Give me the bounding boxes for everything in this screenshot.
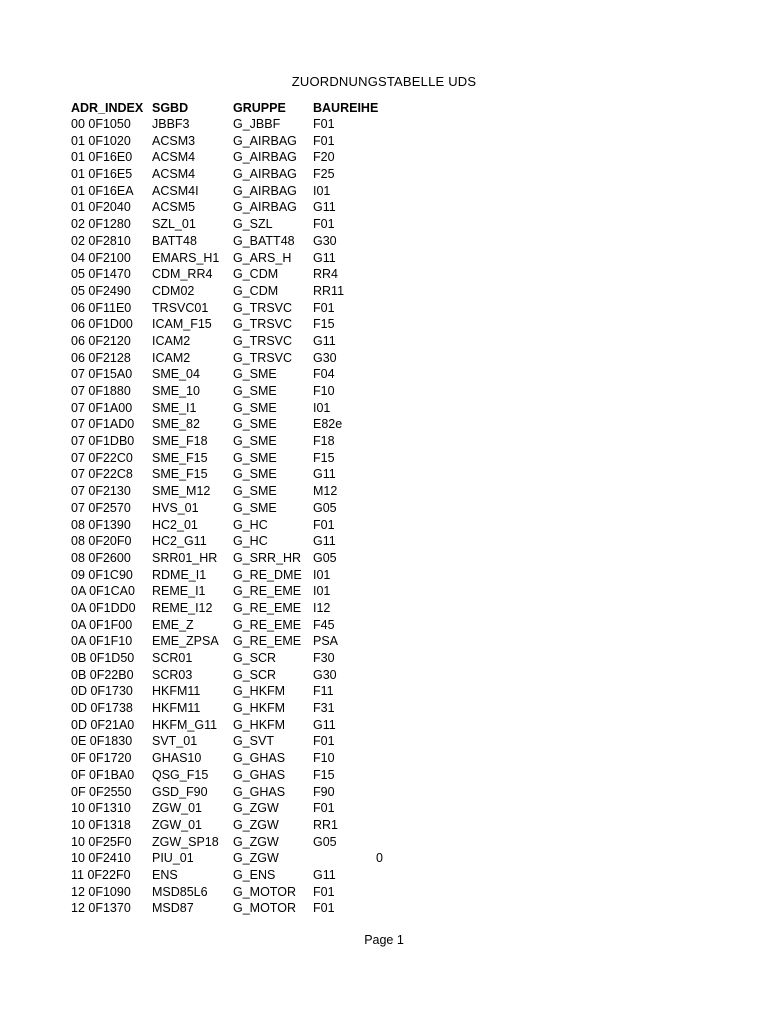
cell-sgbd: SME_F15 (152, 467, 208, 482)
cell-adr-index: 0A 0F1DD0 (71, 600, 136, 615)
cell-adr-index: 09 0F1C90 (71, 567, 133, 582)
cell-gruppe: G_SRR_HR (233, 550, 302, 565)
cell-baureihe: G11 (313, 534, 336, 549)
cell-baureihe: 0 (376, 851, 383, 866)
table-row (71, 750, 383, 767)
cell-adr-index: 06 0F11E0 (71, 300, 132, 315)
cell-adr-index: 05 0F1470 (71, 267, 131, 282)
table-row (71, 617, 383, 634)
cell-sgbd: ACSM3 (152, 133, 196, 148)
table-row (71, 500, 383, 517)
table-row (71, 583, 383, 600)
cell-sgbd: SME_82 (152, 417, 200, 432)
table-row (71, 633, 383, 650)
cell-baureihe: G30 (313, 350, 337, 365)
cell-sgbd: SME_F15 (152, 450, 208, 465)
table-row (71, 116, 383, 133)
cell-gruppe: G_SCR (233, 651, 277, 665)
cell-baureihe: F20 (313, 150, 335, 165)
cell-gruppe: G_RE_EME (233, 617, 302, 632)
cell-baureihe: F90 (313, 784, 335, 799)
cell-gruppe: G_SME (233, 417, 277, 432)
cell-gruppe: G_ENS (233, 867, 276, 882)
cell-baureihe: F15 (313, 317, 335, 332)
cell-gruppe: G_TRSVC (233, 350, 293, 365)
cell-baureihe: G11 (313, 867, 336, 882)
cell-adr-index: 01 0F16EA (71, 183, 134, 198)
cell-gruppe: G_TRSVC (233, 333, 293, 348)
cell-sgbd: SME_M12 (152, 484, 211, 499)
cell-baureihe: G05 (313, 550, 337, 565)
table-body (71, 116, 383, 917)
cell-baureihe: G05 (313, 834, 337, 849)
cell-adr-index: 0F 0F2550 (71, 784, 132, 799)
table-row (71, 600, 383, 617)
cell-adr-index: 0A 0F1F10 (71, 634, 133, 649)
cell-gruppe: G_SZL (233, 217, 273, 232)
table-row (71, 400, 383, 417)
column-header-sgbd: SGBD (152, 100, 189, 115)
cell-adr-index: 07 0F1AD0 (71, 417, 135, 432)
table-row (71, 533, 383, 550)
table-row (71, 733, 383, 750)
cell-baureihe: F11 (313, 684, 334, 699)
cell-adr-index: 0E 0F1830 (71, 734, 133, 749)
cell-gruppe: G_RE_DME (233, 567, 302, 582)
cell-baureihe: F01 (313, 734, 335, 749)
cell-adr-index: 0F 0F1720 (71, 751, 132, 766)
cell-adr-index: 07 0F1A00 (71, 400, 133, 415)
cell-adr-index: 01 0F16E5 (71, 167, 133, 182)
table-row (71, 667, 383, 684)
table-row (71, 283, 383, 300)
cell-gruppe: G_AIRBAG (233, 150, 297, 165)
cell-sgbd: ICAM_F15 (152, 317, 212, 332)
cell-gruppe: G_ARS_H (233, 250, 292, 265)
cell-adr-index: 07 0F22C8 (71, 467, 133, 482)
cell-sgbd: SVT_01 (152, 734, 198, 749)
cell-sgbd: EME_ZPSA (152, 634, 219, 649)
cell-sgbd: MSD87 (152, 901, 194, 916)
cell-sgbd: SME_10 (152, 384, 200, 398)
table-header-row (71, 99, 383, 116)
table-row (71, 333, 383, 350)
cell-adr-index: 12 0F1090 (71, 884, 131, 899)
cell-baureihe: RR11 (313, 283, 345, 298)
column-header-adr-index: ADR_INDEX (71, 100, 144, 115)
cell-sgbd: RDME_I1 (152, 567, 207, 582)
cell-adr-index: 0A 0F1F00 (71, 617, 133, 632)
table-row (71, 567, 383, 584)
cell-gruppe: G_SVT (233, 734, 274, 749)
cell-gruppe: G_SME (233, 434, 277, 449)
table-row (71, 183, 383, 200)
cell-adr-index: 08 0F1390 (71, 517, 131, 532)
cell-adr-index: 07 0F1880 (71, 384, 131, 398)
table-row (71, 683, 383, 700)
cell-baureihe: RR1 (313, 817, 339, 832)
cell-adr-index: 05 0F2490 (71, 283, 131, 298)
table-row (71, 416, 383, 433)
table-row (71, 850, 383, 867)
cell-sgbd: ACSM4I (152, 183, 199, 198)
cell-sgbd: HC2_01 (152, 517, 198, 532)
cell-baureihe: M12 (313, 484, 338, 499)
cell-sgbd: CDM_RR4 (152, 267, 213, 282)
cell-baureihe: RR4 (313, 267, 339, 282)
table-row (71, 884, 383, 901)
page-number: Page 1 (364, 933, 404, 947)
table-row (71, 250, 383, 267)
cell-sgbd: BATT48 (152, 233, 197, 248)
table-row (71, 784, 383, 801)
cell-gruppe: G_HKFM (233, 684, 286, 699)
table-row (71, 817, 383, 834)
table-row (71, 650, 383, 667)
cell-baureihe: F30 (313, 651, 335, 665)
cell-baureihe: G30 (313, 233, 337, 248)
cell-baureihe: F45 (313, 617, 335, 632)
cell-sgbd: ACSM4 (152, 150, 196, 165)
table-row (71, 383, 383, 400)
cell-sgbd: TRSVC01 (152, 300, 209, 315)
cell-sgbd: HKFM11 (152, 684, 201, 699)
cell-baureihe: G11 (313, 200, 336, 215)
cell-gruppe: G_RE_EME (233, 584, 302, 599)
cell-sgbd: SCR03 (152, 667, 193, 682)
cell-adr-index: 06 0F2128 (71, 350, 131, 365)
cell-gruppe: G_JBBF (233, 117, 281, 131)
cell-baureihe: E82e (313, 417, 343, 432)
cell-baureihe: F18 (313, 434, 335, 449)
cell-sgbd: HC2_G11 (152, 534, 207, 549)
cell-sgbd: QSG_F15 (152, 767, 209, 782)
cell-gruppe: G_MOTOR (233, 901, 296, 916)
cell-sgbd: EME_Z (152, 617, 194, 632)
table-row (71, 300, 383, 317)
table-row (71, 450, 383, 467)
cell-gruppe: G_SCR (233, 667, 277, 682)
cell-adr-index: 08 0F20F0 (71, 534, 132, 549)
cell-gruppe: G_SME (233, 367, 277, 382)
cell-baureihe: F25 (313, 167, 335, 182)
cell-adr-index: 01 0F2040 (71, 200, 131, 215)
cell-gruppe: G_AIRBAG (233, 133, 297, 148)
cell-sgbd: HVS_01 (152, 500, 199, 515)
cell-gruppe: G_RE_EME (233, 600, 302, 615)
cell-adr-index: 07 0F15A0 (71, 367, 133, 382)
table-row (71, 466, 383, 483)
cell-adr-index: 00 0F1050 (71, 117, 131, 131)
cell-gruppe: G_GHAS (233, 751, 286, 766)
cell-adr-index: 12 0F1370 (71, 901, 131, 916)
cell-adr-index: 0D 0F21A0 (71, 717, 135, 732)
table-row (71, 366, 383, 383)
cell-baureihe: F15 (313, 450, 335, 465)
cell-baureihe: F01 (313, 217, 335, 232)
cell-adr-index: 06 0F2120 (71, 333, 131, 348)
cell-gruppe: G_TRSVC (233, 300, 293, 315)
cell-gruppe: G_ZGW (233, 834, 279, 849)
table-row (71, 199, 383, 216)
cell-baureihe: G11 (313, 333, 336, 348)
page-title: ZUORDNUNGSTABELLE UDS (291, 74, 477, 89)
cell-gruppe: G_HC (233, 517, 268, 532)
cell-sgbd: GHAS10 (152, 751, 202, 766)
table-row (71, 133, 383, 150)
cell-gruppe: G_AIRBAG (233, 167, 297, 182)
cell-baureihe: F15 (313, 767, 335, 782)
column-header-baureihe: BAUREIHE (313, 100, 379, 115)
cell-gruppe: G_MOTOR (233, 884, 296, 899)
table-row (71, 350, 383, 367)
cell-adr-index: 02 0F2810 (71, 233, 131, 248)
cell-sgbd: JBBF3 (152, 117, 190, 131)
cell-gruppe: G_HKFM (233, 717, 286, 732)
cell-gruppe: G_SME (233, 450, 277, 465)
cell-adr-index: 0D 0F1730 (71, 684, 133, 699)
cell-baureihe: F01 (313, 117, 335, 131)
cell-sgbd: ENS (152, 867, 178, 882)
cell-adr-index: 07 0F2130 (71, 484, 131, 499)
cell-sgbd: REME_I1 (152, 584, 206, 599)
table-row (71, 867, 383, 884)
cell-sgbd: EMARS_H1 (152, 250, 220, 265)
cell-adr-index: 11 0F22F0 (71, 867, 131, 882)
table-row (71, 149, 383, 166)
cell-baureihe: PSA (313, 634, 339, 649)
cell-adr-index: 10 0F1318 (71, 817, 131, 832)
cell-sgbd: HKFM11 (152, 701, 201, 716)
cell-sgbd: ACSM4 (152, 167, 196, 182)
cell-baureihe: F01 (313, 133, 335, 148)
cell-gruppe: G_TRSVC (233, 317, 293, 332)
cell-sgbd: SZL_01 (152, 217, 196, 232)
cell-baureihe: I01 (313, 584, 331, 599)
cell-baureihe: F31 (313, 701, 335, 716)
cell-baureihe: G11 (313, 467, 336, 482)
cell-gruppe: G_CDM (233, 267, 279, 282)
cell-gruppe: G_HC (233, 534, 268, 549)
cell-gruppe: G_SME (233, 484, 277, 499)
table-row (71, 216, 383, 233)
cell-baureihe: F10 (313, 384, 335, 398)
cell-gruppe: G_SME (233, 400, 277, 415)
cell-baureihe: I01 (313, 183, 331, 198)
cell-adr-index: 10 0F1310 (71, 801, 131, 816)
cell-gruppe: G_ZGW (233, 801, 279, 816)
cell-gruppe: G_ZGW (233, 817, 279, 832)
cell-sgbd: ICAM2 (152, 350, 191, 365)
cell-gruppe: G_GHAS (233, 767, 286, 782)
cell-adr-index: 07 0F1DB0 (71, 434, 135, 449)
cell-gruppe: G_AIRBAG (233, 200, 297, 215)
cell-baureihe: F01 (313, 884, 335, 899)
table-row (71, 483, 383, 500)
cell-sgbd: GSD_F90 (152, 784, 208, 799)
cell-sgbd: ZGW_01 (152, 817, 203, 832)
cell-sgbd: ZGW_SP18 (152, 834, 219, 849)
cell-baureihe: G11 (313, 250, 336, 265)
cell-adr-index: 07 0F22C0 (71, 450, 133, 465)
cell-adr-index: 0F 0F1BA0 (71, 767, 135, 782)
cell-baureihe: I01 (313, 400, 331, 415)
cell-baureihe: F01 (313, 517, 335, 532)
cell-gruppe: G_HKFM (233, 701, 286, 716)
cell-baureihe: I12 (313, 600, 331, 615)
cell-adr-index: 0B 0F22B0 (71, 667, 134, 682)
cell-adr-index: 01 0F16E0 (71, 150, 133, 165)
cell-gruppe: G_SME (233, 384, 277, 398)
cell-sgbd: REME_I12 (152, 600, 213, 615)
cell-gruppe: G_CDM (233, 283, 279, 298)
cell-sgbd: ICAM2 (152, 333, 191, 348)
cell-baureihe: F04 (313, 367, 335, 382)
table-row (71, 316, 383, 333)
cell-sgbd: ACSM5 (152, 200, 196, 215)
cell-adr-index: 08 0F2600 (71, 550, 131, 565)
table-row (71, 900, 383, 917)
cell-baureihe: I01 (313, 567, 331, 582)
cell-sgbd: SRR01_HR (152, 550, 218, 565)
cell-adr-index: 01 0F1020 (71, 133, 131, 148)
cell-gruppe: G_GHAS (233, 784, 286, 799)
cell-adr-index: 02 0F1280 (71, 217, 131, 232)
cell-sgbd: ZGW_01 (152, 801, 203, 816)
cell-sgbd: CDM02 (152, 283, 195, 298)
cell-adr-index: 10 0F25F0 (71, 834, 132, 849)
cell-gruppe: G_RE_EME (233, 634, 302, 649)
table-row (71, 166, 383, 183)
cell-adr-index: 06 0F1D00 (71, 317, 133, 332)
table-row (71, 767, 383, 784)
table-row (71, 834, 383, 851)
cell-gruppe: G_AIRBAG (233, 183, 297, 198)
table-row (71, 717, 383, 734)
cell-sgbd: MSD85L6 (152, 884, 208, 899)
cell-sgbd: HKFM_G11 (152, 717, 218, 732)
cell-adr-index: 10 0F2410 (71, 851, 131, 866)
cell-adr-index: 0B 0F1D50 (71, 651, 135, 665)
cell-baureihe: F01 (313, 901, 335, 916)
cell-sgbd: PIU_01 (152, 851, 194, 866)
cell-baureihe: G05 (313, 500, 337, 515)
cell-gruppe: G_ZGW (233, 851, 279, 866)
cell-gruppe: G_SME (233, 467, 277, 482)
cell-gruppe: G_SME (233, 500, 277, 515)
table-row (71, 550, 383, 567)
table-row (71, 517, 383, 534)
cell-adr-index: 0D 0F1738 (71, 701, 133, 716)
cell-sgbd: SME_F18 (152, 434, 208, 449)
table-row (71, 700, 383, 717)
cell-baureihe: F01 (313, 801, 335, 816)
column-header-gruppe: GRUPPE (233, 100, 286, 115)
cell-baureihe: F01 (313, 300, 335, 315)
cell-adr-index: 0A 0F1CA0 (71, 584, 135, 599)
cell-sgbd: SME_I1 (152, 400, 197, 415)
table-row (71, 266, 383, 283)
cell-adr-index: 04 0F2100 (71, 250, 131, 265)
cell-adr-index: 07 0F2570 (71, 500, 131, 515)
table-row (71, 433, 383, 450)
table-row (71, 233, 383, 250)
cell-baureihe: G11 (313, 717, 336, 732)
cell-sgbd: SCR01 (152, 651, 193, 665)
cell-sgbd: SME_04 (152, 367, 200, 382)
table-row (71, 800, 383, 817)
mapping-table (71, 99, 383, 917)
cell-gruppe: G_BATT48 (233, 233, 295, 248)
cell-baureihe: G30 (313, 667, 337, 682)
cell-baureihe: F10 (313, 751, 335, 766)
